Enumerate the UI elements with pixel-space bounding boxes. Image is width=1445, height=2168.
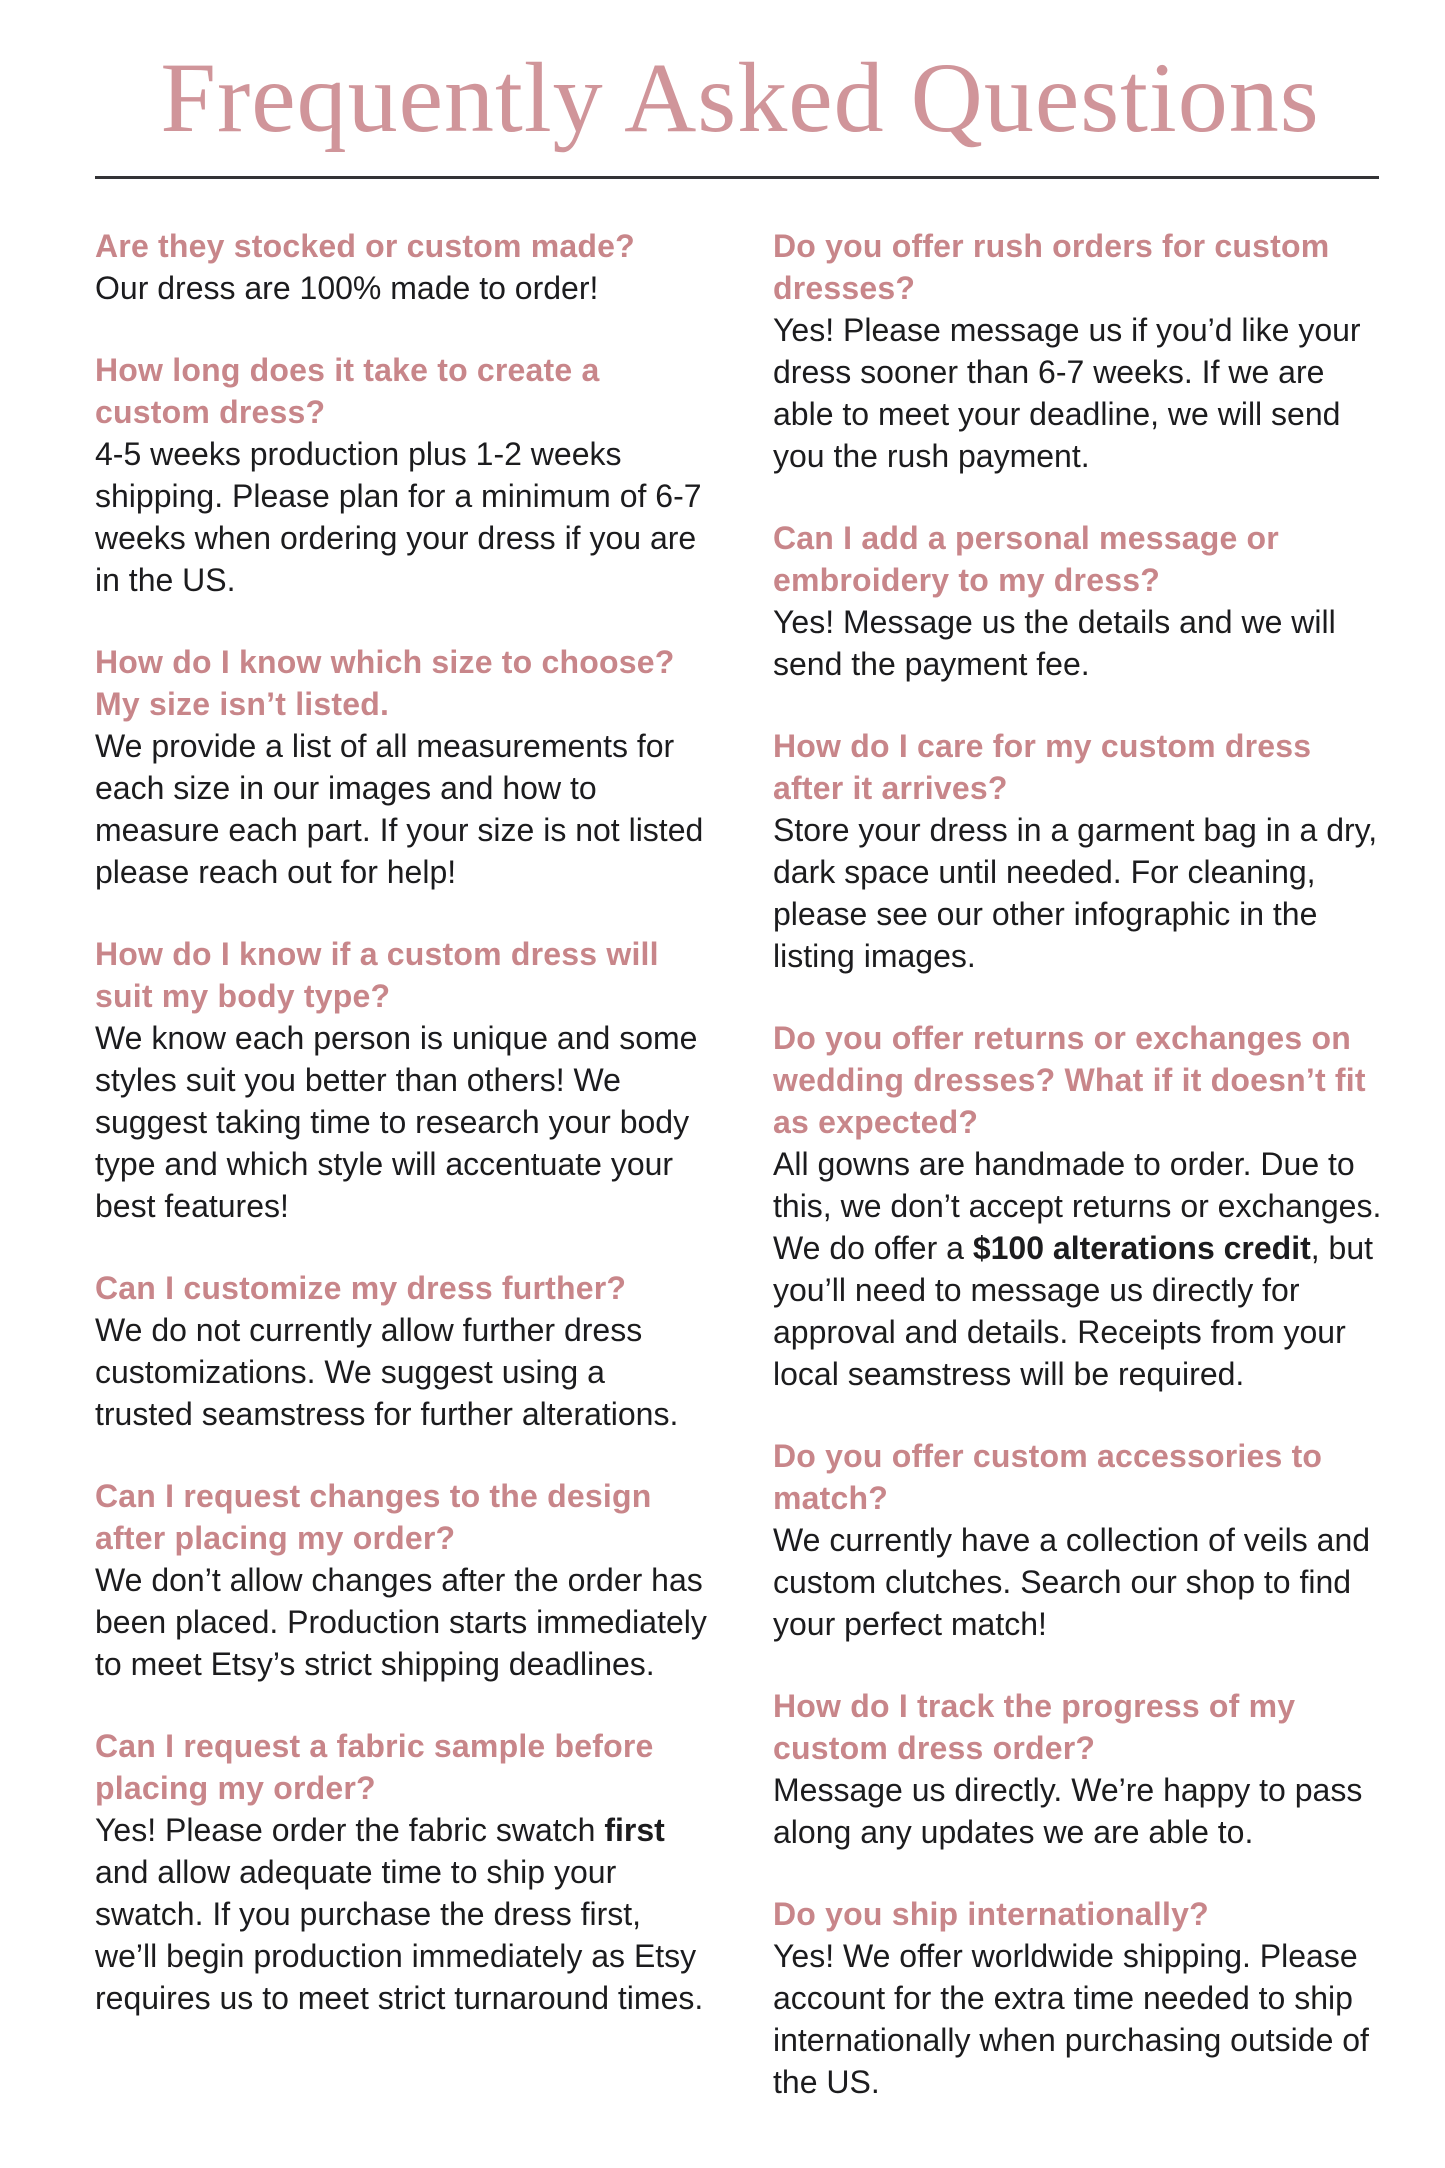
faq-answer: Yes! We offer worldwide shipping. Please account for the extra time needed to ship internationally when purchasing outside of the US.	[773, 1938, 1369, 2100]
faq-item	[95, 1267, 707, 1435]
faq-answer: We know each person is unique and some styles suit you better than others! We suggest taking time to research your body type and which style will accentuate your best features!	[95, 1020, 698, 1224]
faq-item	[95, 225, 707, 309]
faq-question: Can I request a fabric sample before placing my order?	[95, 1728, 654, 1806]
faq-question: Do you offer rush orders for custom dresses?	[773, 228, 1330, 306]
faq-answer	[773, 1143, 1385, 1395]
faq-question: Can I request changes to the design after placing my order?	[95, 1478, 652, 1556]
faq-question: How long does it take to create a custom dress?	[95, 352, 600, 430]
page-title: Frequently Asked Questions	[160, 42, 1320, 153]
faq-question: How do I care for my custom dress after it arrives?	[773, 728, 1312, 806]
faq-question: How do I know which size to choose? My size isn’t listed.	[95, 644, 675, 722]
answer-text: and allow adequate time to ship your swatch. If you purchase the dress first, we’ll begin production immediately as Etsy requires us to meet strict turnaround times.	[95, 1854, 704, 2016]
faq-question: Can I customize my dress further?	[95, 1270, 627, 1306]
faq-item	[95, 1725, 707, 2019]
faq-question: Do you offer custom accessories to match?	[773, 1438, 1323, 1516]
faq-question: How do I track the progress of my custom dress order?	[773, 1688, 1296, 1766]
faq-answer: We do not currently allow further dress customizations. We suggest using a trusted seamstress for further alterations.	[95, 1312, 679, 1432]
faq-answer: Message us directly. We’re happy to pass along any updates we are able to.	[773, 1772, 1363, 1850]
faq-answer: We don’t allow changes after the order has been placed. Production starts immediately to meet Etsy’s strict shipping deadlines.	[95, 1562, 707, 1682]
faq-answer	[95, 1809, 707, 2019]
faq-answer: Yes! Please message us if you’d like your dress sooner than 6-7 weeks. If we are able to meet your deadline, we will send you the rush payment.	[773, 312, 1361, 474]
faq-question: Do you offer returns or exchanges on wedding dresses? What if it doesn’t fit as expected?	[773, 1020, 1366, 1140]
faq-answer: We currently have a collection of veils and custom clutches. Search our shop to find your perfect match!	[773, 1522, 1371, 1642]
faq-item	[773, 225, 1385, 477]
answer-bold-text: first	[604, 1812, 665, 1848]
faq-question: Can I add a personal message or embroidery to my dress?	[773, 520, 1279, 598]
faq-item	[95, 641, 707, 893]
faq-item	[773, 1685, 1385, 1853]
answer-text: Yes! Please order the fabric swatch	[95, 1812, 605, 1848]
answer-bold-text: $100 alterations credit	[972, 1230, 1311, 1266]
answer-text: All gowns are handmade to order. Due to this, we don’t accept returns or exchanges. We do offer a	[773, 1146, 1382, 1266]
faq-item	[95, 933, 707, 1227]
faq-column-right	[773, 225, 1385, 2103]
faq-answer: 4-5 weeks production plus 1-2 weeks shipping. Please plan for a minimum of 6-7 weeks when ordering your dress if you are in the US.	[95, 436, 702, 598]
faq-question: Do you ship internationally?	[773, 1896, 1209, 1932]
answer-text: , but you’ll need to message us directly for approval and details. Receipts from your local seamstress will be required.	[773, 1230, 1374, 1392]
faq-column-left	[95, 225, 707, 2103]
faq-columns	[95, 225, 1385, 2103]
faq-item	[95, 349, 707, 601]
faq-answer: Our dress are 100% made to order!	[95, 270, 599, 306]
faq-item	[773, 1017, 1385, 1395]
faq-question: How do I know if a custom dress will suit my body type?	[95, 936, 659, 1014]
faq-answer: Store your dress in a garment bag in a dry, dark space until needed. For cleaning, please see our other infographic in the listing images.	[773, 812, 1378, 974]
faq-item	[773, 1435, 1385, 1645]
faq-question: Are they stocked or custom made?	[95, 228, 635, 264]
faq-answer: Yes! Message us the details and we will send the payment fee.	[773, 604, 1336, 682]
title-divider	[95, 176, 1379, 179]
faq-item	[95, 1475, 707, 1685]
faq-item	[773, 517, 1385, 685]
faq-answer: We provide a list of all measurements for each size in our images and how to measure each part. If your size is not listed please reach out for help!	[95, 728, 704, 890]
faq-item	[773, 1893, 1385, 2103]
faq-item	[773, 725, 1385, 977]
